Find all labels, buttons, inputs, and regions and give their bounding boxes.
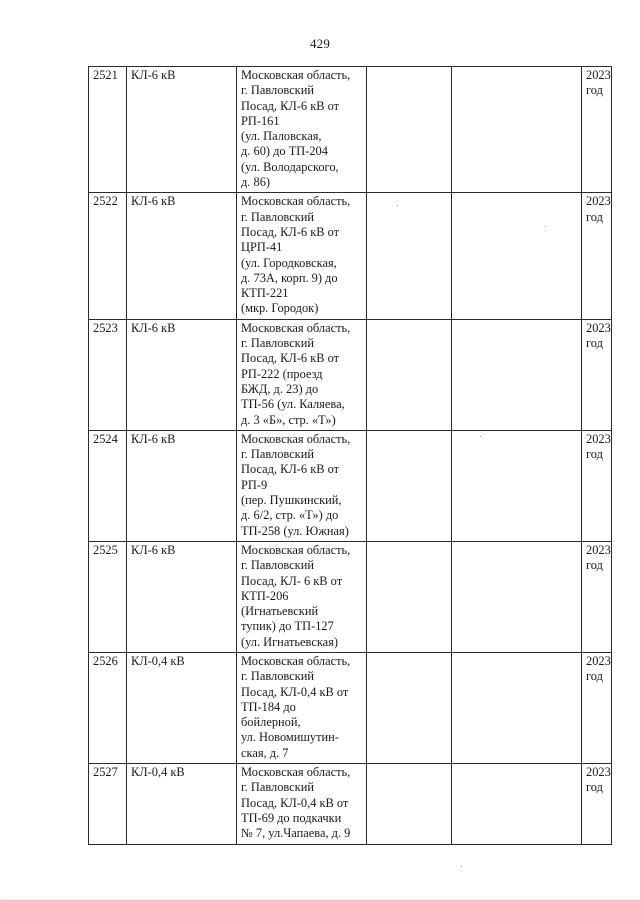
registry-table [88,66,612,845]
scan-speck [397,205,398,206]
empty-cell [367,541,452,652]
location-line: КТП-206 [241,588,289,603]
year-unit: год [586,447,603,462]
table-row [89,193,612,319]
location-cell [237,764,367,844]
line-type: КЛ-0,4 кВ [127,764,237,844]
location-line: Московская область, [241,653,351,668]
location-line: Посад, КЛ-6 кВ от [241,462,340,477]
location-line: ТП-184 до [241,699,296,714]
location-line: ТП-56 (ул. Каляева, [241,397,345,412]
empty-cell [367,652,452,763]
location-cell [237,193,367,319]
row-number: 2521 [89,67,127,193]
location-line: Московская область, [241,765,351,780]
location-line: Московская область, [241,431,351,446]
location-line: (ул. Володарского, [241,159,339,174]
empty-cell [452,67,582,193]
year-value: 2023 [586,431,611,446]
empty-cell [452,541,582,652]
year-cell [582,193,612,319]
row-number: 2526 [89,652,127,763]
empty-cell [367,430,452,541]
location-line: ул. Новомишутин- [241,730,339,745]
location-cell [237,319,367,430]
row-number: 2525 [89,541,127,652]
page-number: 429 [309,36,331,51]
year-cell [582,67,612,193]
location-line: (Игнатьевский [241,604,319,619]
location-cell [237,541,367,652]
empty-cell [367,193,452,319]
location-line: РП-9 [241,477,268,492]
location-line: ТП-69 до подкачки [241,810,342,825]
empty-cell [367,319,452,430]
scan-speck [480,436,481,437]
year-cell [582,652,612,763]
location-line: Посад, КЛ-0,4 кВ от [241,795,349,810]
location-line: г. Павловский [241,83,314,98]
location-line: Посад, КЛ-0,4 кВ от [241,684,349,699]
location-line: г. Павловский [241,447,314,462]
year-cell [582,319,612,430]
location-line: РП-222 (проезд [241,366,323,381]
location-line: д. 86) [241,175,271,190]
line-type: КЛ-6 кВ [127,430,237,541]
line-type: КЛ-6 кВ [127,319,237,430]
line-type: КЛ-6 кВ [127,193,237,319]
location-line: Московская область, [241,194,351,209]
location-line: Московская область, [241,68,351,82]
year-cell [582,764,612,844]
empty-cell [452,193,582,319]
row-number: 2524 [89,430,127,541]
location-cell [237,67,367,193]
location-line: д. 3 «Б», стр. «Т») [241,412,336,427]
scan-edge [0,893,640,900]
year-unit: год [586,336,603,351]
location-line: ская, д. 7 [241,745,289,760]
empty-cell [452,319,582,430]
location-line: г. Павловский [241,558,314,573]
location-line: г. Павловский [241,780,314,795]
year-unit: год [586,558,603,573]
location-line: г. Павловский [241,336,314,351]
location-line: Посад, КЛ-6 кВ от [241,224,340,239]
scan-speck [545,226,546,227]
location-line: ТП-258 (ул. Южная) [241,523,349,538]
year-cell [582,430,612,541]
table-row [89,652,612,763]
year-value: 2023 [586,194,611,209]
empty-cell [452,652,582,763]
location-line: (ул. Игнатьевская) [241,634,338,649]
location-line: Посад, КЛ- 6 кВ от [241,573,343,588]
table-row [89,319,612,430]
year-value: 2023 [586,542,611,557]
year-unit: год [586,209,603,224]
location-line: (ул. Городковская, [241,255,337,270]
row-number: 2527 [89,764,127,844]
location-line: (ул. Паловская, [241,129,322,144]
location-line: № 7, ул.Чапаева, д. 9 [241,826,351,841]
year-cell [582,541,612,652]
year-value: 2023 [586,765,611,780]
location-line: Московская область, [241,542,351,557]
year-unit: год [586,780,603,795]
year-unit: год [586,83,603,98]
location-line: ЦРП-41 [241,240,283,255]
line-type: КЛ-6 кВ [127,541,237,652]
table-row [89,67,612,193]
empty-cell [367,764,452,844]
row-number: 2523 [89,319,127,430]
location-line: Посад, КЛ-6 кВ от [241,98,340,113]
location-cell [237,652,367,763]
location-line: БЖД, д. 23) до [241,381,319,396]
location-line: тупик) до ТП-127 [241,619,334,634]
row-number: 2522 [89,193,127,319]
location-line: Московская область, [241,320,351,335]
location-cell [237,430,367,541]
table-row [89,541,612,652]
location-line: г. Павловский [241,669,314,684]
table-row [89,764,612,844]
line-type: КЛ-6 кВ [127,67,237,193]
empty-cell [452,430,582,541]
scan-speck [461,866,462,867]
year-value: 2023 [586,320,611,335]
location-line: д. 6/2, стр. «Т») до [241,508,339,523]
empty-cell [367,67,452,193]
empty-cell [452,764,582,844]
year-value: 2023 [586,653,611,668]
location-line: бойлерной, [241,715,301,730]
location-line: д. 60) до ТП-204 [241,144,328,159]
table-row [89,430,612,541]
location-line: КТП-221 [241,286,289,301]
location-line: (пер. Пушкинский, [241,493,342,508]
location-line: д. 73А, корп. 9) до [241,270,338,285]
location-line: (мкр. Городок) [241,301,319,316]
location-line: Посад, КЛ-6 кВ от [241,351,340,366]
line-type: КЛ-0,4 кВ [127,652,237,763]
year-value: 2023 [586,68,611,82]
location-line: г. Павловский [241,209,314,224]
location-line: РП-161 [241,113,280,128]
year-unit: год [586,669,603,684]
